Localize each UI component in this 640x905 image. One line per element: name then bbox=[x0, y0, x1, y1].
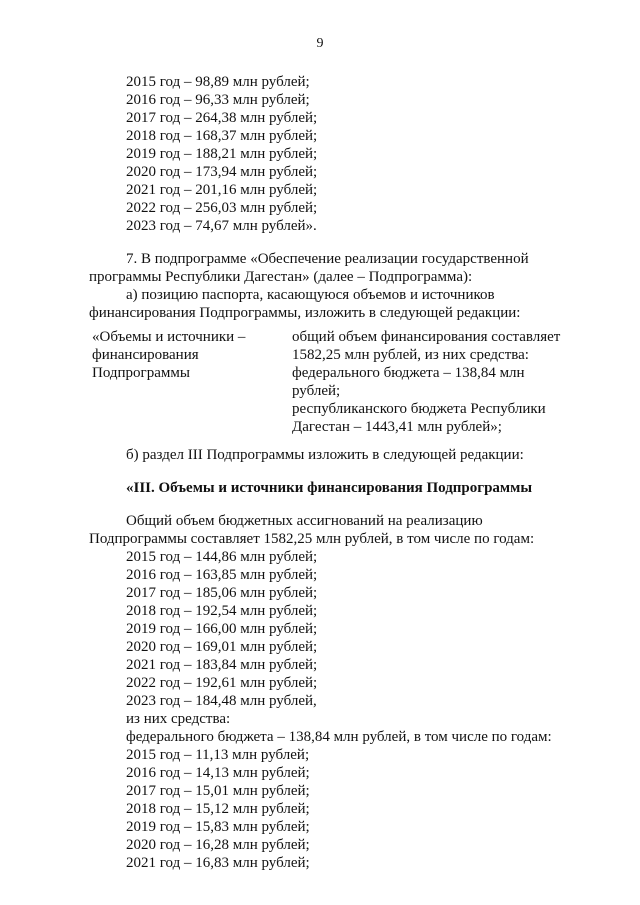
page-number: 9 bbox=[316, 36, 324, 51]
passport-label-line3: Подпрограммы bbox=[92, 365, 190, 381]
list-item: 2021 год – 16,83 млн рублей; bbox=[126, 855, 310, 871]
item-a-line2: финансирования Подпрограммы, изложить в следующей редакции: bbox=[89, 305, 521, 321]
list-item: 2017 год – 264,38 млн рублей; bbox=[126, 110, 318, 126]
list-item: 2019 год – 188,21 млн рублей; bbox=[126, 146, 318, 162]
federal-budget-line: федерального бюджета – 138,84 млн рублей, в том числе по годам: bbox=[126, 729, 552, 745]
list-item: 2023 год – 184,48 млн рублей, bbox=[126, 693, 317, 709]
total-para-line2: Подпрограммы составляет 1582,25 млн рублей, в том числе по годам: bbox=[89, 531, 535, 547]
passport-label-line2: финансирования bbox=[92, 347, 199, 363]
list-item: 2018 год – 168,37 млн рублей; bbox=[126, 128, 318, 144]
list-item: 2015 год – 11,13 млн рублей; bbox=[126, 747, 310, 763]
list-item: 2020 год – 169,01 млн рублей; bbox=[126, 639, 318, 655]
passport-value-line4: рублей; bbox=[292, 383, 341, 399]
of-them-label: из них средства: bbox=[126, 711, 231, 727]
list-item: 2018 год – 15,12 млн рублей; bbox=[126, 801, 310, 817]
list-item: 2017 год – 185,06 млн рублей; bbox=[126, 585, 318, 601]
section-heading: «III. Объемы и источники финансирования Подпрограммы bbox=[126, 480, 533, 496]
item-b: б) раздел III Подпрограммы изложить в следующей редакции: bbox=[126, 447, 524, 463]
total-para-line1: Общий объем бюджетных ассигнований на реализацию bbox=[126, 513, 483, 529]
passport-value-line3: федерального бюджета – 138,84 млн bbox=[292, 365, 525, 381]
passport-value-line2: 1582,25 млн рублей, из них средства: bbox=[292, 347, 529, 363]
list-item: 2022 год – 192,61 млн рублей; bbox=[126, 675, 318, 691]
list-item: 2023 год – 74,67 млн рублей». bbox=[126, 218, 317, 234]
list-item: 2016 год – 96,33 млн рублей; bbox=[126, 92, 310, 108]
list-item: 2021 год – 183,84 млн рублей; bbox=[126, 657, 318, 673]
list-item: 2021 год – 201,16 млн рублей; bbox=[126, 182, 318, 198]
list-item: 2018 год – 192,54 млн рублей; bbox=[126, 603, 318, 619]
passport-value-line6: Дагестан – 1443,41 млн рублей»; bbox=[292, 419, 502, 435]
list-item: 2015 год – 144,86 млн рублей; bbox=[126, 549, 318, 565]
list-item: 2019 год – 15,83 млн рублей; bbox=[126, 819, 310, 835]
list-item: 2019 год – 166,00 млн рублей; bbox=[126, 621, 318, 637]
passport-label-line1: «Объемы и источники – bbox=[92, 329, 246, 345]
list-item: 2022 год – 256,03 млн рублей; bbox=[126, 200, 318, 216]
list-item: 2020 год – 173,94 млн рублей; bbox=[126, 164, 318, 180]
item7-line2: программы Республики Дагестан» (далее – Подпрограмма): bbox=[89, 269, 473, 285]
list-item: 2017 год – 15,01 млн рублей; bbox=[126, 783, 310, 799]
item7-line1: 7. В подпрограмме «Обеспечение реализации государственной bbox=[126, 251, 529, 267]
list-item: 2016 год – 14,13 млн рублей; bbox=[126, 765, 310, 781]
passport-value-line1: общий объем финансирования составляет bbox=[292, 329, 561, 345]
item-a-line1: а) позицию паспорта, касающуюся объемов и источников bbox=[126, 287, 495, 303]
passport-value-line5: республиканского бюджета Республики bbox=[292, 401, 546, 417]
list-item: 2016 год – 163,85 млн рублей; bbox=[126, 567, 318, 583]
list-item: 2015 год – 98,89 млн рублей; bbox=[126, 74, 310, 90]
list-item: 2020 год – 16,28 млн рублей; bbox=[126, 837, 310, 853]
